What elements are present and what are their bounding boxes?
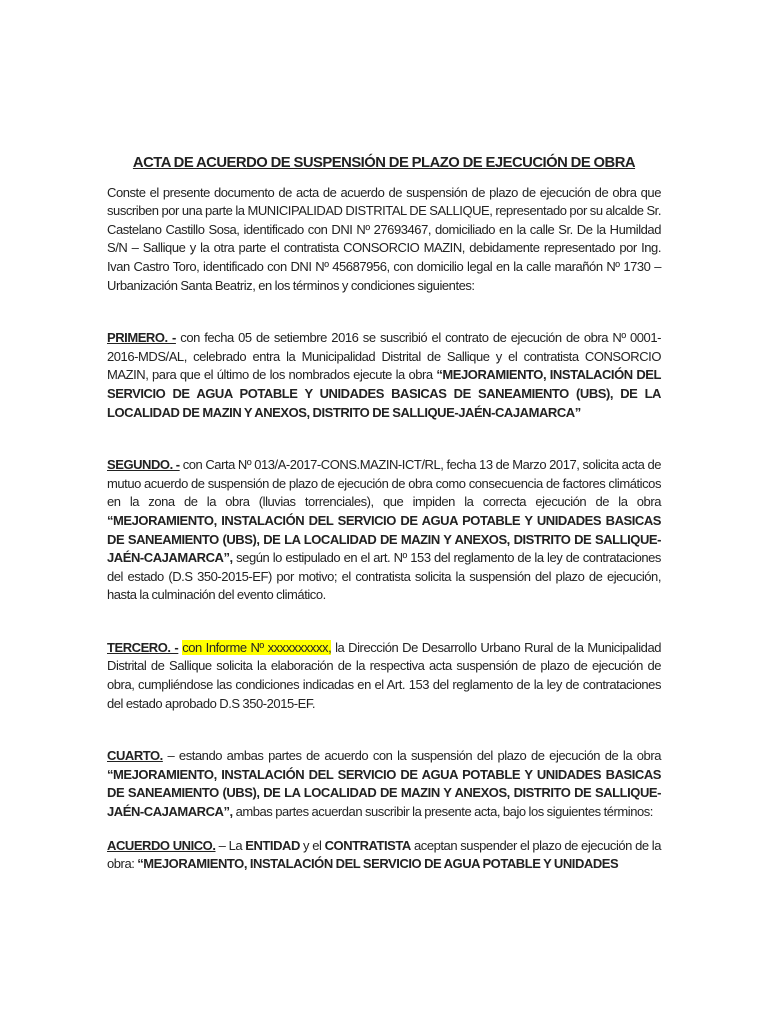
- clause-text: con Carta Nº 013/A-2017-CONS.MAZIN-ICT/RL, fecha 13 de Marzo 2017, solicita acta de mutuo acuerdo de suspensión de plazo de ejecución de obra como consecuencia de factores climáticos en la zona de la obra (lluvias torrenciales), que impiden la correcta ejecución de la obra: [107, 457, 662, 510]
- clause-text: aceptan suspender el plazo de ejecución de la obra:: [107, 837, 661, 872]
- clause-acuerdo-unico: [107, 837, 661, 874]
- clause-text-continued: ambas partes acuerdan suscribir la presente acta, bajo los siguientes términos:: [232, 804, 653, 820]
- entidad-term: ENTIDAD: [245, 837, 300, 853]
- clause-text: y el: [299, 837, 325, 853]
- clause-label: TERCERO. -: [107, 639, 179, 655]
- project-name: “MEJORAMIENTO, INSTALACIÓN DEL SERVICIO DE AGUA POTABLE Y UNIDADES BASICAS DE SANEAMIENTO (UBS), DE LA LOCALIDAD DE MAZIN Y ANEXOS, DISTRITO DE SALLIQUE-JAÉN-CAJAMARCA”: [107, 367, 661, 420]
- clause-text: con fecha 05 de setiembre 2016 se suscribió el contrato de ejecución de obra Nº 0001-2016-MDS/AL, celebrado entra la Municipalidad Distrital de Sallique y el contratista CONSORCIO MAZIN, para que el último de los nombrados ejecute la obra: [107, 330, 661, 383]
- highlighted-report-number: con Informe Nº xxxxxxxxxx,: [182, 639, 332, 655]
- clause-cuarto: [107, 747, 661, 821]
- clause-segundo: [107, 456, 661, 605]
- clause-label: CUARTO.: [107, 748, 163, 764]
- document-body: [107, 154, 661, 874]
- project-name: “MEJORAMIENTO, INSTALACIÓN DEL SERVICIO DE AGUA POTABLE Y UNIDADES BASICAS DE SANEAMIENTO (UBS), DE LA LOCALIDAD DE MAZIN Y ANEXOS, DISTRITO DE SALLIQUE-JAÉN-CAJAMARCA”,: [107, 766, 661, 820]
- document-title: ACTA DE ACUERDO DE SUSPENSIÓN DE PLAZO DE EJECUCIÓN DE OBRA: [132, 155, 636, 171]
- clause-label: SEGUNDO. -: [107, 457, 180, 473]
- clause-text-continued: según lo estipulado en el art. Nº 153 del reglamento de la ley de contrataciones del estado (D.S 350-2015-EF) por motivo; el contratista solicita la suspensión del plazo de ejecución, hasta la culminación del evento climático.: [107, 550, 661, 603]
- clause-text: – estando ambas partes de acuerdo con la suspensión del plazo de ejecución de la obra: [162, 748, 661, 764]
- contratista-term: CONTRATISTA: [324, 837, 411, 853]
- clause-text: la Dirección De Desarrollo Urbano Rural de la Municipalidad Distrital de Sallique solicita la elaboración de la respectiva acta suspensión de plazo de ejecución de obra, cumpliéndose las condiciones indicadas en el Art. 153 del reglamento de la ley de contrataciones del estado aprobado D.S 350-2015-EF.: [107, 639, 662, 711]
- clause-primero: [107, 329, 661, 422]
- clause-label: PRIMERO. -: [107, 330, 176, 346]
- clause-text: – La: [215, 837, 246, 853]
- project-name: “MEJORAMIENTO, INSTALACIÓN DEL SERVICIO DE AGUA POTABLE Y UNIDADES: [137, 856, 619, 872]
- intro-paragraph: Conste el presente documento de acta de acuerdo de suspensión de plazo de ejecución de obra que suscriben por una parte la MUNICIPALIDAD DISTRITAL DE SALLIQUE, representado por su alcalde Sr. Castelano Castillo Sosa, identificado con DNI Nº 27693467, domiciliado en la calle Sr. De la Humildad S/N – Sallique y la otra parte el contratista CONSORCIO MAZIN, debidamente representado por Ing. Ivan Castro Toro, identificado con DNI Nº 45687956, con domicilio legal en la calle marañón Nº 1730 – Urbanización Santa Beatriz, en los términos y condiciones siguientes:: [107, 184, 661, 293]
- project-name: “MEJORAMIENTO, INSTALACIÓN DEL SERVICIO DE AGUA POTABLE Y UNIDADES BASICAS DE SANEAMIENTO (UBS), DE LA LOCALIDAD DE MAZIN Y ANEXOS, DISTRITO DE SALLIQUE-JAÉN-CAJAMARCA”,: [107, 512, 661, 566]
- clause-tercero: [107, 639, 661, 713]
- clause-label: ACUERDO UNICO.: [107, 837, 216, 853]
